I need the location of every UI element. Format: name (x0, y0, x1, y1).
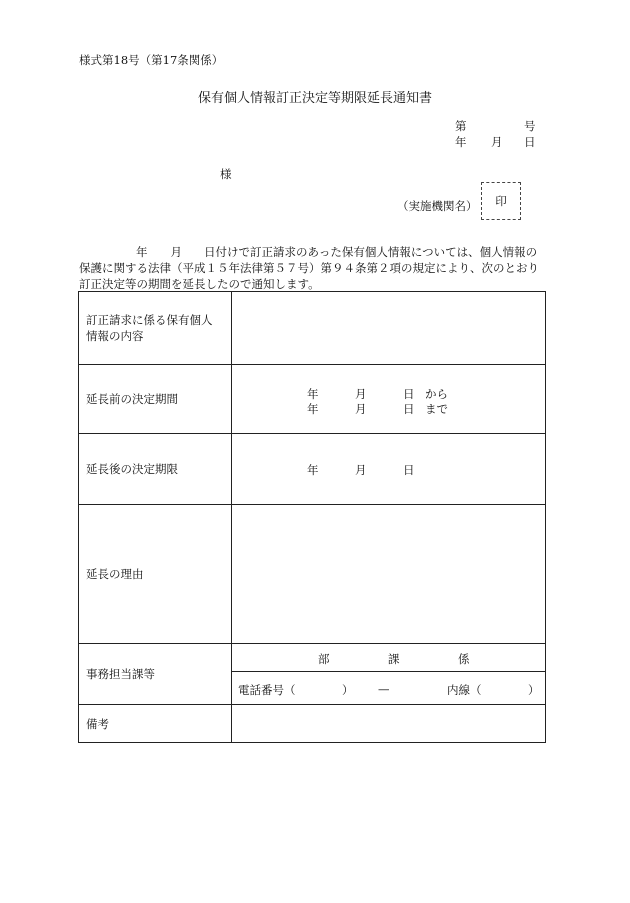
row-label-period-before: 延長前の決定期間 (79, 365, 232, 434)
info-content-field[interactable] (232, 292, 546, 365)
table-row (79, 292, 546, 365)
reason-field[interactable] (232, 505, 546, 644)
staff-field[interactable] (232, 644, 546, 705)
extension-label: 内線（ (447, 683, 482, 697)
intro-line-1 (79, 244, 537, 260)
period-from-year: 年 (307, 387, 319, 401)
deadline-month: 月 (355, 463, 367, 477)
document-number-suffix: 号 (524, 119, 536, 133)
period-to-day: 日 (403, 402, 415, 416)
document-title: 保有個人情報訂正決定等期限延長通知書 (197, 91, 432, 106)
deadline-year: 年 (307, 463, 319, 477)
phone-close: ） (342, 683, 354, 697)
table-row (79, 644, 546, 705)
date-month-label: 月 (491, 135, 503, 149)
document-number-prefix: 第 (455, 119, 467, 133)
form-reference: 様式第18号（第17条関係） (79, 53, 224, 67)
row-label-info-content: 訂正請求に係る保有個人 情報の内容 (79, 292, 232, 365)
intro-line-2: 保護に関する法律（平成１５年法律第５７号）第９４条第２項の規定により、次のとおり (79, 261, 539, 275)
table-row (79, 365, 546, 434)
phone-dash: — (378, 682, 390, 696)
date-year-label: 年 (455, 135, 467, 149)
deadline-day: 日 (403, 463, 415, 477)
staff-bu: 部 (318, 652, 330, 666)
staff-ka: 課 (388, 652, 400, 666)
staff-divider (232, 671, 545, 672)
seal-box (481, 182, 521, 220)
table-row (79, 705, 546, 743)
remarks-field[interactable] (232, 705, 546, 743)
extension-close: ） (528, 683, 540, 697)
intro-line-3: 訂正決定等の期間を延長したので通知します。 (79, 277, 320, 291)
agency-name-label: （実施機関名） (397, 199, 478, 213)
intro-text-1: 日付けで訂正請求のあった保有個人情報については、個人情報の (204, 245, 538, 259)
period-before-field[interactable] (232, 365, 546, 434)
period-from-label: から (425, 387, 448, 401)
addressee-suffix: 様 (220, 167, 232, 181)
staff-kakari: 係 (458, 652, 470, 666)
seal-label: 印 (495, 194, 507, 208)
period-to-year: 年 (307, 402, 319, 416)
table-row (79, 434, 546, 505)
notice-table (78, 291, 546, 743)
intro-year: 年 (136, 245, 148, 259)
row-label-reason: 延長の理由 (79, 505, 232, 644)
intro-month: 月 (170, 245, 182, 259)
period-to-label: まで (425, 402, 448, 416)
period-from-month: 月 (355, 387, 367, 401)
row-label-deadline-after: 延長後の決定期限 (79, 434, 232, 505)
period-from-day: 日 (403, 387, 415, 401)
period-to-month: 月 (355, 402, 367, 416)
table-row (79, 505, 546, 644)
row-label-staff: 事務担当課等 (79, 644, 232, 705)
date-day-label: 日 (524, 135, 536, 149)
deadline-after-field[interactable] (232, 434, 546, 505)
row-label-remarks: 備考 (79, 705, 232, 743)
phone-label: 電話番号（ (238, 683, 296, 697)
